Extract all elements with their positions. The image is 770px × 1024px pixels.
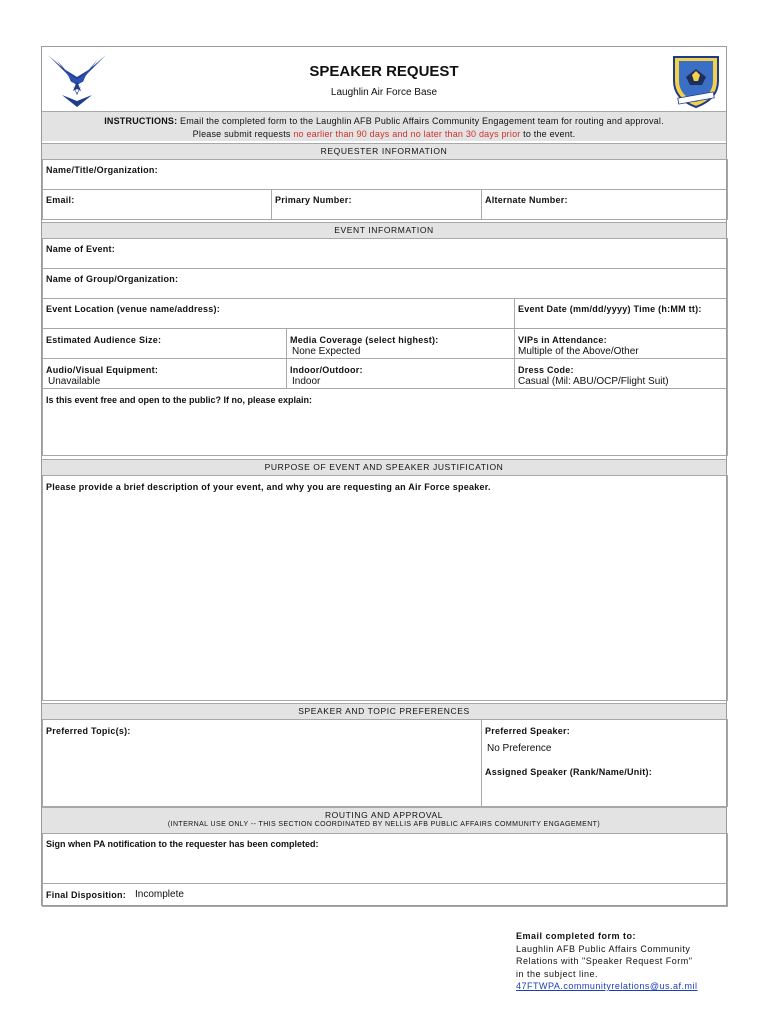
instructions-deadline: no earlier than 90 days and no later than 30 days prior (293, 129, 521, 139)
email-field[interactable] (42, 189, 272, 220)
name-title-org-label: Name/Title/Organization: (46, 165, 158, 175)
footer-heading: Email completed form to: (516, 931, 637, 941)
vips-label: VIPs in Attendance: (518, 335, 607, 345)
alternate-number-label: Alternate Number: (485, 195, 568, 205)
av-equipment-value: Unavailable (48, 376, 101, 387)
vips-select[interactable] (514, 328, 728, 359)
media-coverage-select[interactable] (286, 328, 515, 359)
section-event-information: EVENT INFORMATION (42, 222, 726, 239)
av-equipment-select[interactable] (42, 358, 287, 389)
event-name-label: Name of Event: (46, 244, 116, 254)
section-requester-information: REQUESTER INFORMATION (42, 143, 726, 160)
event-location-field[interactable] (42, 298, 515, 329)
preferred-topics-label: Preferred Topic(s): (46, 726, 131, 736)
email-label: Email: (46, 195, 75, 205)
section-speaker-topic: SPEAKER AND TOPIC PREFERENCES (42, 703, 726, 720)
av-equipment-label: Audio/Visual Equipment: (46, 365, 159, 375)
preferred-speaker-value: No Preference (487, 743, 552, 754)
footer-line-3: in the subject line. (516, 968, 599, 979)
event-location-label: Event Location (venue name/address): (46, 304, 221, 314)
instructions-label: INSTRUCTIONS: (104, 116, 178, 126)
event-date-label: Event Date (mm/dd/yyyy) Time (h:MM tt): (518, 304, 702, 314)
final-disposition-value: Incomplete (135, 889, 184, 900)
instructions-line-1 (42, 115, 726, 128)
dress-code-select[interactable] (514, 358, 728, 389)
instructions-line-2 (42, 128, 726, 141)
form-title: SPEAKER REQUEST (309, 63, 459, 80)
section-routing (42, 807, 726, 834)
indoor-outdoor-select[interactable] (286, 358, 515, 389)
media-coverage-value: None Expected (292, 346, 361, 357)
preferred-speaker-select[interactable] (481, 719, 728, 763)
air-force-wings-logo (46, 51, 108, 109)
free-open-field[interactable] (42, 388, 728, 456)
preferred-topics-field[interactable] (42, 719, 482, 807)
instructions-text-2: Please submit requests (192, 129, 294, 139)
purpose-prompt-label: Please provide a brief description of your event, and why you are requesting an Air Force speaker. (46, 482, 491, 492)
dress-code-label: Dress Code: (518, 365, 574, 375)
instructions-text-3: to the event. (520, 129, 576, 139)
section-purpose: PURPOSE OF EVENT AND SPEAKER JUSTIFICATION (42, 459, 726, 476)
media-coverage-label: Media Coverage (select highest): (290, 335, 439, 345)
alternate-number-field[interactable] (481, 189, 728, 220)
final-disposition-label: Final Disposition: (46, 890, 126, 900)
wing-shield-emblem (668, 51, 724, 109)
event-date-time-field[interactable] (514, 298, 728, 329)
speaker-request-form (41, 46, 727, 906)
routing-note: (INTERNAL USE ONLY -- THIS SECTION COORDINATED BY NELLIS AFB PUBLIC AFFAIRS COMMUNITY ENGAGEMENT) (167, 821, 601, 828)
footer-line-1: Laughlin AFB Public Affairs Community (516, 943, 691, 954)
primary-number-label: Primary Number: (275, 195, 352, 205)
footer-contact (516, 930, 698, 993)
pa-signature-field[interactable] (42, 833, 728, 884)
assigned-speaker-label: Assigned Speaker (Rank/Name/Unit): (485, 767, 653, 777)
group-org-label: Name of Group/Organization: (46, 274, 179, 284)
assigned-speaker-field[interactable] (481, 762, 728, 807)
audience-size-field[interactable] (42, 328, 287, 359)
audience-size-label: Estimated Audience Size: (46, 335, 162, 345)
footer-line-2: Relations with "Speaker Request Form" (516, 956, 693, 966)
final-disposition-select[interactable] (42, 883, 728, 907)
group-org-field[interactable] (42, 268, 728, 299)
purpose-description-field[interactable] (42, 475, 728, 701)
indoor-outdoor-value: Indoor (292, 376, 321, 387)
indoor-outdoor-label: Indoor/Outdoor: (290, 365, 363, 375)
event-name-field[interactable] (42, 238, 728, 269)
free-open-label: Is this event free and open to the public? If no, please explain: (46, 395, 313, 405)
routing-title: ROUTING AND APPROVAL (324, 810, 444, 820)
name-title-org-field[interactable] (42, 159, 728, 190)
instructions-box (42, 111, 726, 141)
vips-value: Multiple of the Above/Other (518, 346, 639, 357)
dress-code-value: Casual (Mil: ABU/OCP/Flight Suit) (518, 376, 669, 387)
footer-email-link[interactable]: 47FTWPA.communityrelations@us.af.mil (516, 981, 698, 991)
instructions-text: Email the completed form to the Laughlin AFB Public Affairs Community Engagement team for routing and approval. (177, 116, 664, 126)
form-subtitle: Laughlin Air Force Base (330, 87, 438, 98)
primary-number-field[interactable] (271, 189, 482, 220)
preferred-speaker-label: Preferred Speaker: (485, 726, 571, 736)
pa-signature-label: Sign when PA notification to the requester has been completed: (46, 839, 319, 849)
